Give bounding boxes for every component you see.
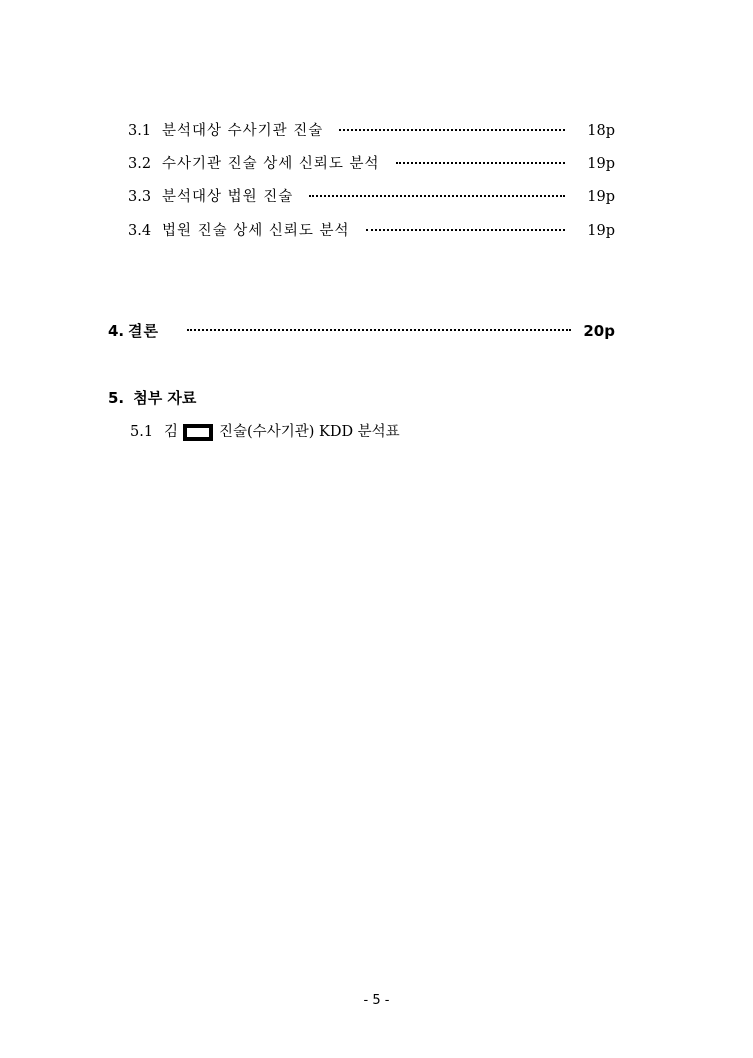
toc-entry-title: 분석대상 수사기관 진술 — [162, 123, 324, 139]
toc-entry-number: 3.4 — [128, 223, 152, 239]
toc-entry-3-4[interactable] — [128, 221, 615, 241]
attachment-number: 5.1 — [130, 424, 154, 440]
toc-entry-page: 19p — [587, 189, 615, 205]
attachment-name-prefix: 김 — [164, 424, 179, 440]
section-heading-5 — [108, 388, 196, 408]
toc-entry-number: 3.2 — [128, 156, 152, 172]
attachment-name-suffix: 진술(수사기관) KDD 분석표 — [219, 424, 400, 440]
toc-leader-dots — [396, 162, 566, 164]
toc-entry-3-3[interactable] — [128, 187, 615, 207]
section-number: 5. — [108, 389, 125, 407]
toc-leader-dots — [187, 329, 571, 331]
toc-entry-page: 20p — [583, 322, 615, 340]
toc-entry-title: 분석대상 법원 진술 — [162, 189, 294, 205]
toc-entry-3-2[interactable] — [128, 154, 615, 174]
page-number-footer: - 5 - — [363, 993, 390, 1008]
toc-entry-number: 4. — [108, 322, 125, 340]
toc-leader-dots — [309, 195, 565, 197]
attachment-item-5-1[interactable] — [130, 422, 400, 442]
section-title: 첨부 자료 — [133, 389, 197, 407]
toc-leader-dots — [366, 229, 566, 231]
toc-entry-3-1[interactable] — [128, 121, 615, 141]
toc-entry-number: 3.1 — [128, 123, 152, 139]
toc-leader-dots — [339, 129, 565, 131]
toc-entry-page: 19p — [587, 156, 615, 172]
toc-entry-title: 결론 — [128, 322, 159, 340]
toc-entry-page: 19p — [587, 223, 615, 239]
toc-entry-title: 법원 진술 상세 신뢰도 분석 — [162, 223, 350, 239]
toc-entry-number: 3.3 — [128, 189, 152, 205]
toc-entry-page: 18p — [587, 123, 615, 139]
toc-entry-4[interactable] — [108, 321, 615, 341]
toc-entry-title: 수사기관 진술 상세 신뢰도 분석 — [162, 156, 380, 172]
redaction-box — [183, 424, 213, 441]
